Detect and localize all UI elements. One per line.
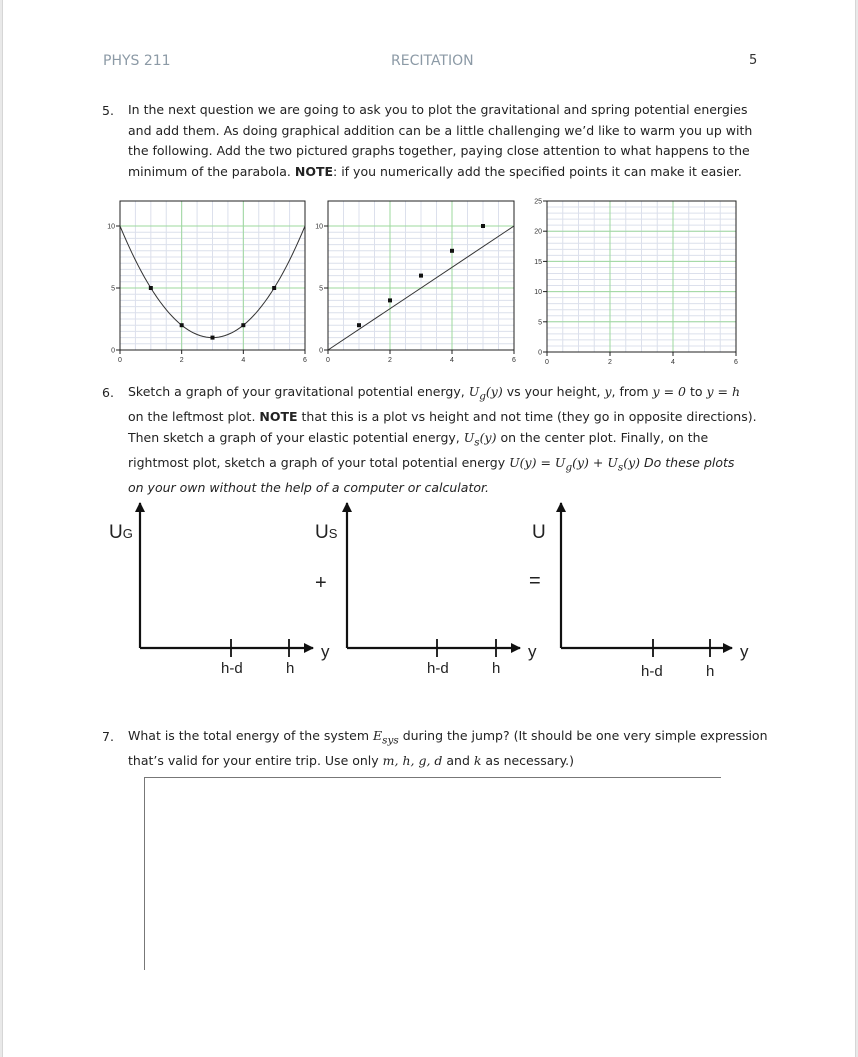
us-label-h: h xyxy=(492,660,501,677)
us-label-hd: h-d xyxy=(427,660,449,677)
q7-number: 7. xyxy=(102,729,114,744)
data-point xyxy=(357,323,361,327)
data-point xyxy=(388,298,392,302)
x-tick-label: 2 xyxy=(179,357,184,364)
q5-line-4: minimum of the parabola. NOTE: if you numerically add the specified points it can make it easier. xyxy=(128,163,742,179)
data-point xyxy=(272,286,276,290)
data-point xyxy=(481,224,485,228)
q5-line-3: the following. Add the two pictured graphs together, paying close attention to what happens to the xyxy=(128,143,750,158)
q5-line-2: and add them. As doing graphical addition can be a little challenging we’d like to warm you up with xyxy=(128,122,753,138)
x-tick-label: 0 xyxy=(545,359,549,366)
u-total-sketch-panel[interactable] xyxy=(529,503,749,680)
y-tick-label: 10 xyxy=(315,223,323,231)
x-tick-label: 2 xyxy=(608,359,612,366)
q6-line-1: Sketch a graph of your gravitational potential energy, $U_g(y)$ vs your height, y, from y = 0 to y = h xyxy=(128,384,741,403)
q6-line-5: on your own without the help of a computer or calculator. xyxy=(128,479,489,495)
data-point xyxy=(419,274,423,278)
data-point xyxy=(180,323,184,327)
y-tick-label: 20 xyxy=(534,228,542,236)
us-label-y: y xyxy=(528,642,537,661)
q6-line-2: on the leftmost plot. NOTE that this is a plot vs height and not time (they go in opposite directions). xyxy=(128,409,757,424)
blank-sum-plot[interactable] xyxy=(534,199,738,367)
y-tick-label: 0 xyxy=(111,347,115,355)
data-point xyxy=(149,286,153,290)
linear-plot xyxy=(315,201,516,364)
y-tick-label: 5 xyxy=(111,285,115,293)
x-tick-label: 2 xyxy=(388,357,392,364)
y-tick-label: 10 xyxy=(107,223,115,231)
page-header-title: RECITATION xyxy=(391,53,474,69)
us-sketch-panel[interactable] xyxy=(315,503,537,677)
q6-line-4: rightmost plot, sketch a graph of your total potential energy $U(y) = U_g(y) + U_s(y)$ Do these plots xyxy=(128,454,735,473)
page-number: 5 xyxy=(749,53,758,68)
data-point xyxy=(241,323,245,327)
data-point xyxy=(450,249,454,253)
q6-text xyxy=(128,382,788,498)
x-tick-label: 4 xyxy=(450,357,454,364)
y-tick-label: 5 xyxy=(538,319,542,327)
ug-sketch-panel[interactable] xyxy=(109,503,330,677)
y-tick-label: 5 xyxy=(319,285,323,293)
y-tick-label: 10 xyxy=(534,289,542,297)
y-tick-label: 0 xyxy=(319,347,323,355)
q5-number: 5. xyxy=(102,103,114,118)
u-label-h: h xyxy=(706,663,715,680)
q7-text xyxy=(128,726,798,772)
parabola-plot xyxy=(107,201,307,364)
x-tick-label: 0 xyxy=(326,357,330,364)
x-tick-label: 0 xyxy=(118,357,122,364)
data-point xyxy=(211,336,215,340)
q7-line-2: that’s valid for your entire trip. Use only m, h, g, d and k as necessary.) xyxy=(128,753,575,768)
q6-number: 6. xyxy=(102,385,114,400)
x-tick-label: 4 xyxy=(671,359,675,366)
y-tick-label: 25 xyxy=(534,198,542,206)
y-tick-label: 15 xyxy=(534,258,542,266)
ug-label-y: y xyxy=(321,642,330,661)
q6-sketch-axes xyxy=(3,495,857,690)
u-label-y: y xyxy=(740,642,749,661)
ug-axis-label: UG xyxy=(109,522,133,543)
q6-line-3: Then sketch a graph of your elastic potential energy, $U_s(y)$ on the center plot. Finally, on the xyxy=(128,429,709,448)
plus-sign: + xyxy=(315,572,327,594)
ug-label-h: h xyxy=(286,660,295,677)
q5-plots xyxy=(3,0,857,380)
u-label-hd: h-d xyxy=(641,663,663,680)
course-header: PHYS 211 xyxy=(103,53,171,69)
equals-sign: = xyxy=(529,570,541,592)
q5-line-1: In the next question we are going to ask you to plot the gravitational and spring potential energies xyxy=(128,102,748,117)
ug-label-hd: h-d xyxy=(221,660,243,677)
x-tick-label: 4 xyxy=(241,357,246,364)
u-axis-label: U xyxy=(532,522,546,543)
x-tick-label: 6 xyxy=(512,357,516,364)
q7-answer-box[interactable] xyxy=(144,777,721,970)
x-tick-label: 6 xyxy=(303,357,307,364)
document-page xyxy=(2,0,856,1057)
us-axis-label: US xyxy=(315,522,338,543)
y-tick-label: 0 xyxy=(538,349,542,357)
x-tick-label: 6 xyxy=(734,359,738,366)
q7-line-1: What is the total energy of the system $E_{sys}$ during the jump? (It should be one very simple expression xyxy=(128,728,768,747)
